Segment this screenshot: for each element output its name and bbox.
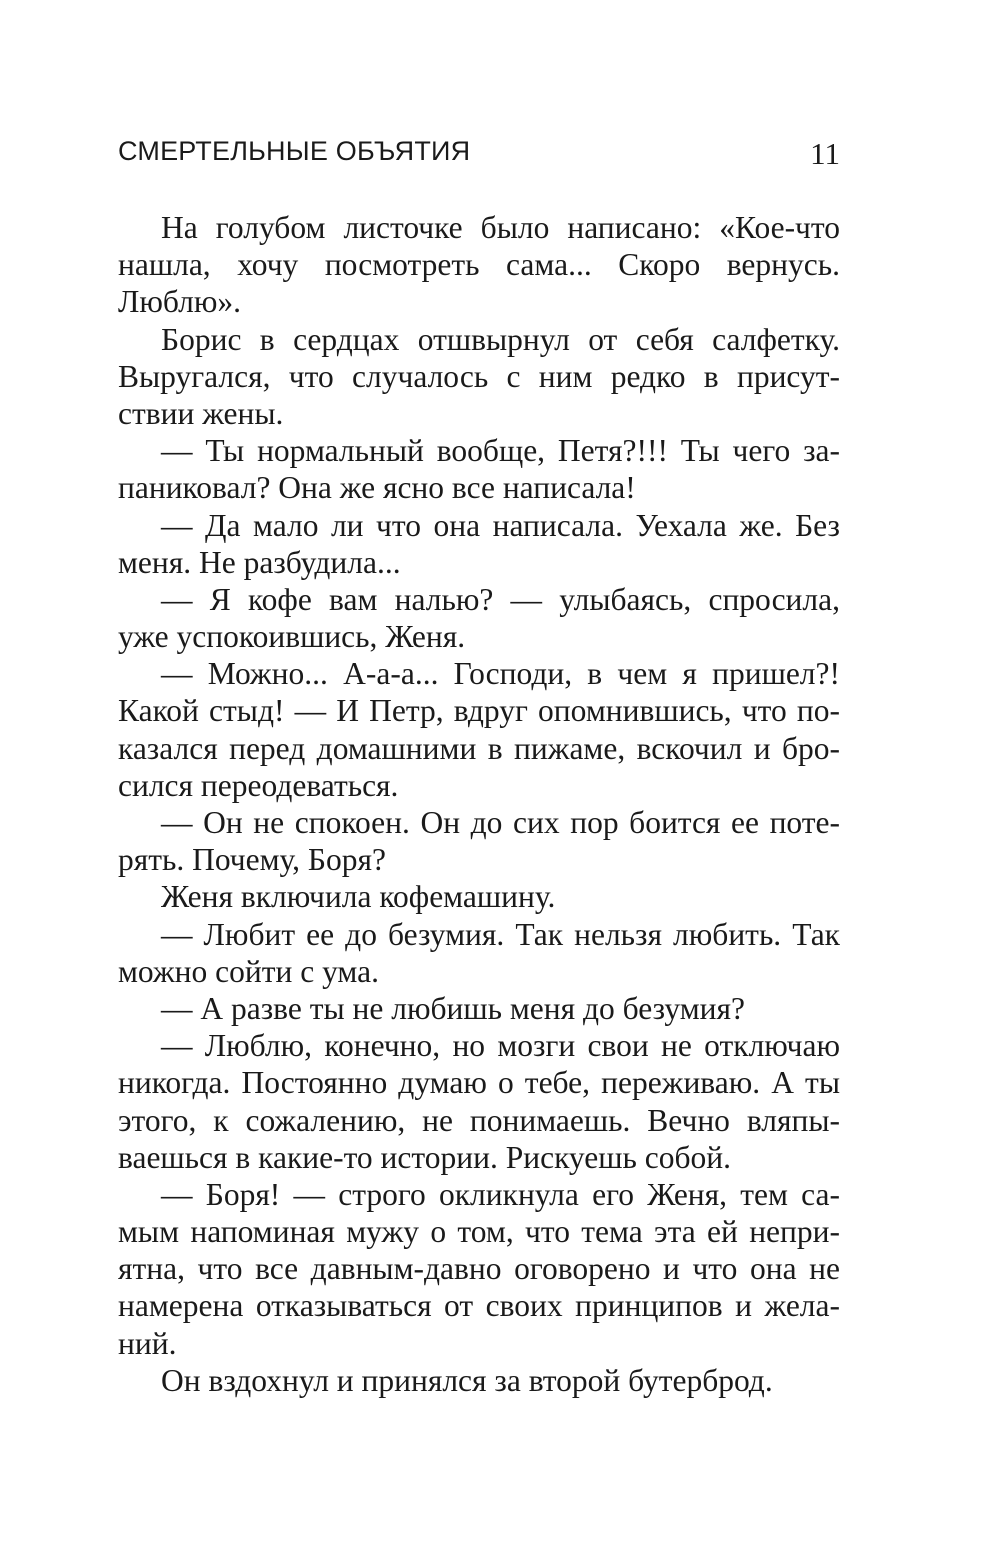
text-line: — Боря! — строго окликнула его Женя, тем са-	[161, 1176, 840, 1212]
text-line: Он вздохнул и принялся за второй бутерброд.	[161, 1362, 773, 1398]
text-line: можно сойти с ума.	[118, 953, 379, 989]
text-line: — Я кофе вам налью? — улыбаясь, спросила,	[161, 581, 840, 617]
text-line: намерена отказываться от своих принципов и жела-	[118, 1288, 840, 1324]
running-header	[118, 136, 840, 176]
text-line: Борис в сердцах отшвырнул от себя салфетку.	[161, 321, 840, 357]
text-line: — Можно... А-а-а... Господи, в чем я пришел?!	[161, 656, 840, 692]
text-line: нашла, хочу посмотреть сама... Скоро вернусь.	[118, 247, 840, 283]
text-line: Какой стыд! — И Петр, вдруг опомнившись, что по-	[118, 693, 840, 729]
text-line: Женя включила кофемашину.	[161, 879, 556, 915]
body-text	[118, 209, 840, 1399]
text-line: — Люблю, конечно, но мозги свои не отключаю	[161, 1028, 840, 1064]
text-line: Выругался, что случалось с ним редко в присут-	[118, 358, 840, 394]
text-line: ний.	[118, 1325, 177, 1361]
text-line: — А разве ты не любишь меня до безумия?	[161, 990, 746, 1026]
text-line: ятна, что все давным-давно оговорено и что она не	[118, 1251, 840, 1287]
page-number: 11	[810, 136, 840, 171]
text-line: ствии жены.	[118, 395, 284, 431]
text-line: уже успокоившись, Женя.	[118, 619, 466, 655]
text-line: паниковал? Она же ясно все написала!	[118, 470, 636, 506]
running-title: СМЕРТЕЛЬНЫЕ ОБЪЯТИЯ	[118, 136, 471, 166]
text-line: казался перед домашними в пижаме, вскочил и бро-	[118, 730, 840, 766]
text-line: меня. Не разбудила...	[118, 544, 401, 580]
text-line: сился переодеваться.	[118, 767, 399, 803]
text-line: мым напоминая мужу о том, что тема эта ей непри-	[118, 1214, 840, 1250]
text-line: На голубом листочке было написано: «Кое-что	[161, 210, 840, 245]
text-line: — Да мало ли что она написала. Уехала же. Без	[161, 507, 840, 543]
text-line: — Он не спокоен. Он до сих пор боится ее поте-	[161, 805, 840, 840]
text-line: этого, к сожалению, не понимаешь. Вечно вляпы-	[118, 1102, 840, 1138]
text-line: ваешься в какие-то истории. Рискуешь собой.	[118, 1139, 731, 1175]
text-line: никогда. Постоянно думаю о тебе, переживаю. А ты	[118, 1065, 840, 1101]
text-line: Люблю».	[118, 284, 242, 320]
text-line: рять. Почему, Боря?	[118, 842, 386, 878]
text-line: — Любит ее до безумия. Так нельзя любить. Так	[161, 916, 840, 952]
text-line: — Ты нормальный вообще, Петя?!!! Ты чего за-	[161, 433, 840, 469]
